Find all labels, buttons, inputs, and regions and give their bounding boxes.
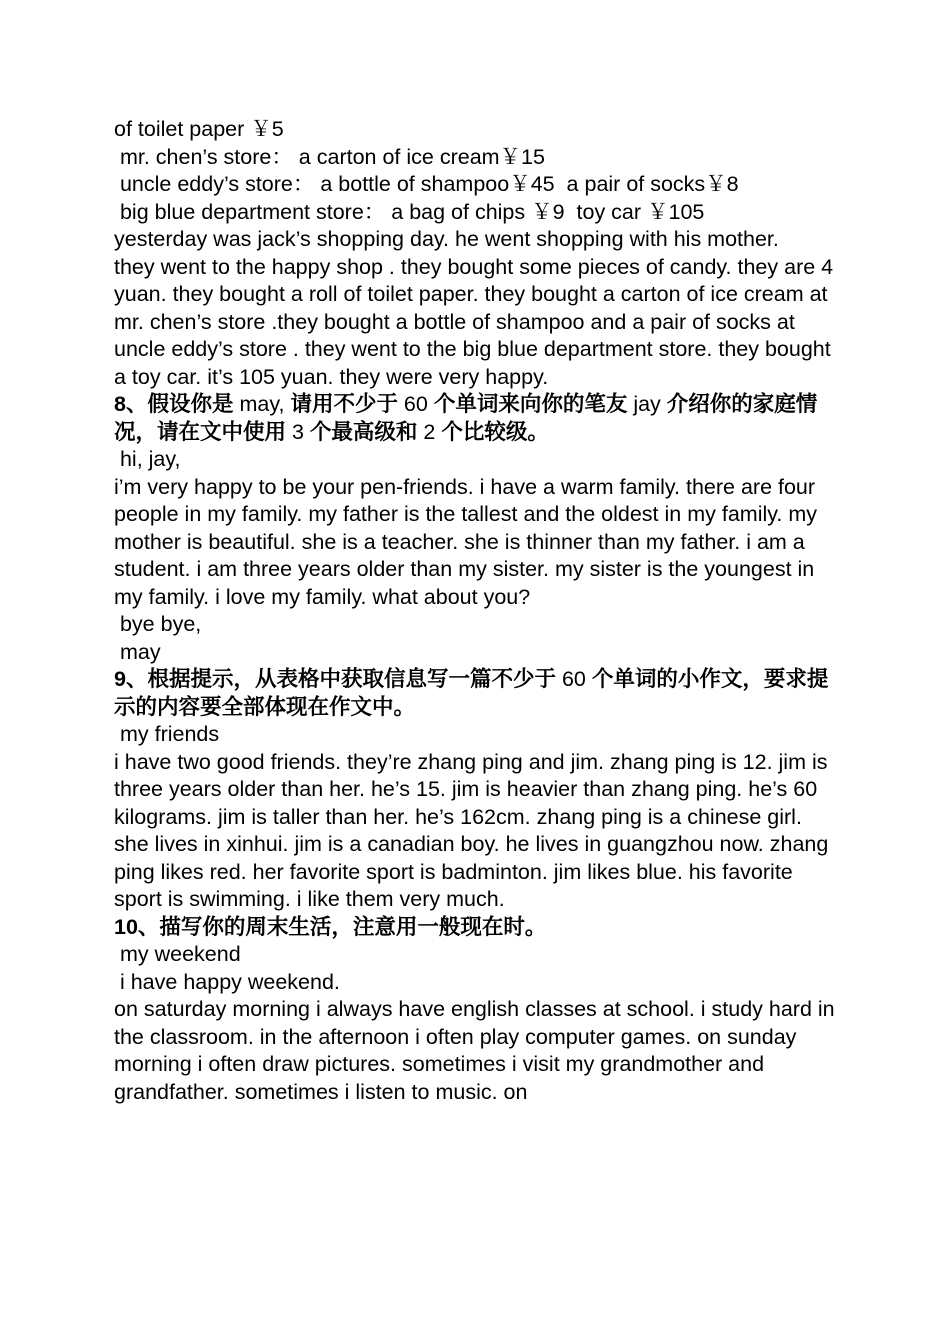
price-line: big blue department store： a bag of chips ￥9 toy car ￥105	[114, 199, 705, 224]
question-text: 请用不少于	[290, 392, 398, 416]
question-text: 个最高级和	[309, 419, 418, 444]
question-text: 个比较级。	[441, 419, 549, 444]
document-page	[114, 116, 836, 1106]
letter-body: i’m very happy to be your pen-friends. i have a warm family. there are four people in my family. my father is the tallest and the oldest in my family. my mother is beautiful. she is a teacher. she is thinner than my father. i am a student. i am three years older than my sister. my sister is the youngest in my family. i love my family. what about you?	[114, 474, 818, 609]
question-text: 根据提示，从表格中获取信息写一篇不少于	[147, 667, 556, 691]
letter-closing: bye bye,	[114, 612, 202, 636]
question-10	[114, 914, 836, 942]
question-number: 10、	[114, 914, 160, 939]
question-text: jay	[627, 392, 667, 416]
question-text: 介绍你的家庭情况，请在文中使用	[114, 392, 818, 444]
question-text: may,	[233, 392, 291, 416]
essay-body: on saturday morning i always have english classes at school. i study hard in the classroom. in the afternoon i often play computer games. on sunday morning i often draw pictures. sometimes i visit my grandmother and grandfather. sometimes i listen to music. on	[114, 997, 835, 1104]
essay-title: my weekend	[114, 942, 241, 966]
question-text: 3	[286, 419, 310, 444]
question-text: 2	[417, 419, 442, 444]
essay-title: my friends	[114, 722, 220, 746]
essay-intro: i have happy weekend.	[114, 969, 340, 994]
shopping-paragraph: they went to the happy shop . they bought some pieces of candy. they are 4 yuan. they bought a roll of toilet paper. they bought a carton of ice cream at mr. chen’s store .they bought a bottle of shampoo and a pair of socks at uncle eddy’s store . they went to the big blue department store. they bought a toy car. it’s 105 yuan. they were very happy.	[114, 254, 834, 389]
question-text: 假设你是	[147, 392, 234, 416]
letter-signature: may	[114, 639, 161, 664]
question-number: 8、	[114, 392, 148, 416]
question-text: 60	[397, 392, 434, 416]
price-line: mr. chen’s store： a carton of ice cream￥15	[114, 144, 545, 169]
question-text: 个单词来向你的笔友	[433, 392, 628, 416]
question-text: 描写你的周末生活，注意用一般现在时。	[159, 914, 547, 939]
question-9	[114, 666, 836, 721]
price-line: of toilet paper ￥5	[114, 117, 284, 141]
letter-greeting: hi, jay,	[114, 447, 181, 471]
shopping-paragraph: yesterday was jack’s shopping day. he went shopping with his mother.	[114, 227, 779, 251]
question-8	[114, 391, 836, 446]
price-line: uncle eddy’s store： a bottle of shampoo￥45 a pair of socks￥8	[114, 172, 739, 196]
question-text: 60	[555, 667, 592, 691]
question-number: 9、	[114, 667, 148, 691]
essay-body: i have two good friends. they’re zhang ping and jim. zhang ping is 12. jim is three years older than her. he’s 15. jim is heavier than zhang ping. he’s 60 kilograms. jim is taller than her. he’s 162cm. zhang ping is a chinese girl. she lives in xinhui. jim is a canadian boy. he lives in guangzhou now. zhang ping likes red. her favorite sport is badminton. jim likes blue. his favorite sport is swimming. i like them very much.	[114, 749, 829, 911]
question-text: 个单词的小作文，要求提示的内容要全部体现在作文中。	[114, 667, 829, 719]
